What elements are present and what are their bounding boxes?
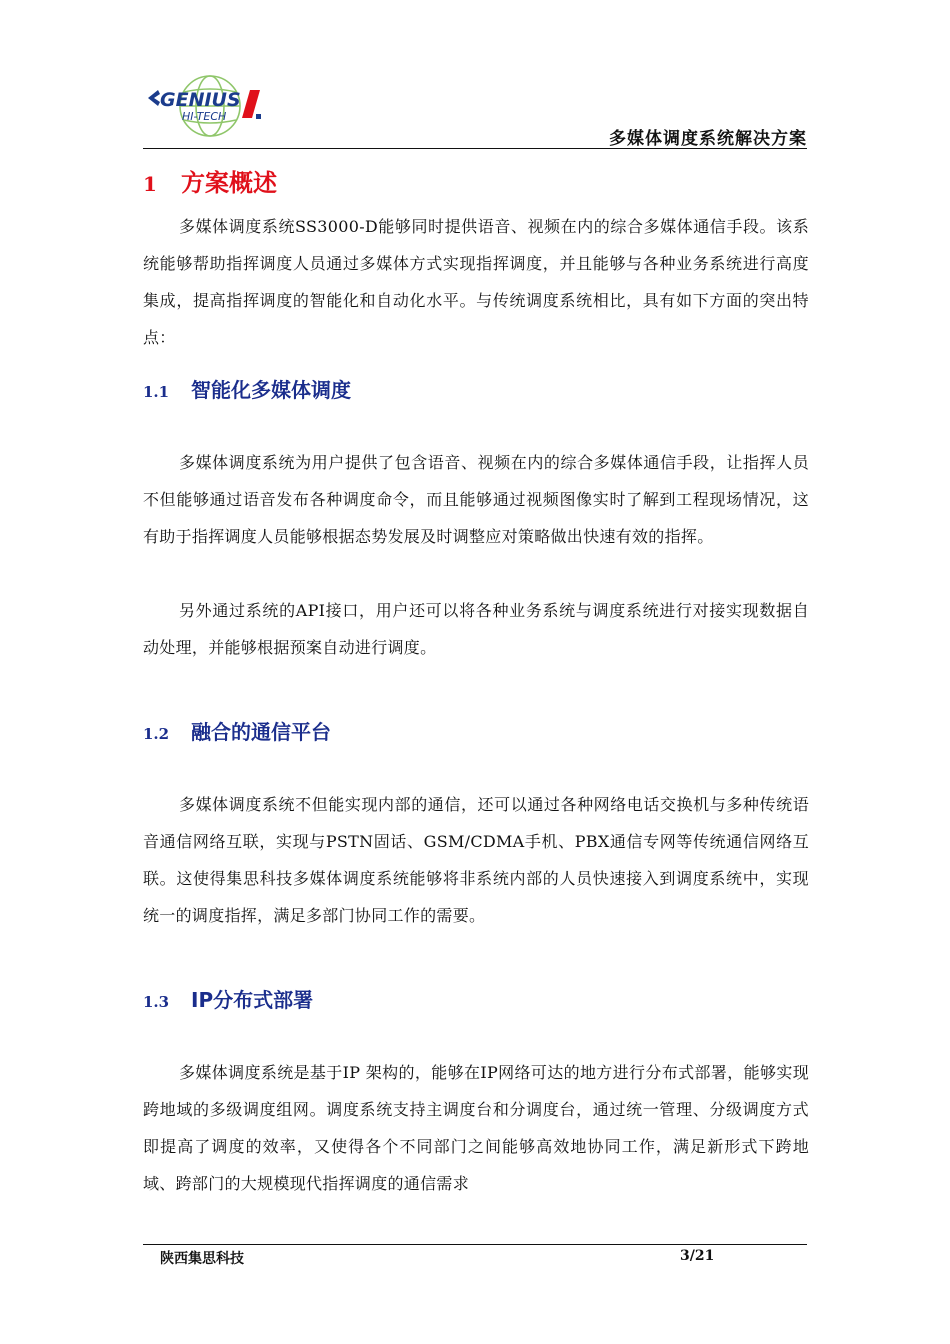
svg-text:GENIUS: GENIUS — [160, 89, 241, 111]
section-1-3-paragraph: 多媒体调度系统是基于IP 架构的，能够在IP网络可达的地方进行分布式部署，能够实现跨地域的多级调度组网。调度系统支持主调度台和分调度台，通过统一管理、分级调度方式即提高了调度的效率，又使得各个不同部门之间能够高效地协同工作，满足新形式下跨地域、跨部门的大规模现代指挥调度的通信需求 — [143, 1063, 809, 1193]
footer-divider — [143, 1244, 807, 1245]
section-heading-1-2 — [143, 716, 331, 745]
section-heading-1-3 — [143, 984, 313, 1013]
section-1-2-paragraph: 多媒体调度系统不但能实现内部的通信，还可以通过各种网络电话交换机与多种传统语音通信网络互联，实现与PSTN固话、GSM/CDMA手机、PBX通信专网等传统通信网络互联。这使得集思科技多媒体调度系统能够将非系统内部的人员快速接入到调度系统中，实现统一的调度指挥，满足多部门协同工作的需要。 — [143, 795, 809, 925]
section-number: 1.1 — [143, 383, 170, 401]
footer-company: 陕西集思科技 — [160, 1251, 244, 1267]
section-title: 方案概述 — [181, 169, 277, 197]
section-title: IP分布式部署 — [191, 988, 314, 1012]
section-1-1-paragraph-1: 多媒体调度系统为用户提供了包含语音、视频在内的综合多媒体通信手段，让指挥人员不但能够通过语音发布各种调度命令，而且能够通过视频图像实时了解到工程现场情况，这有助于指挥调度人员能够根据态势发展及时调整应对策略做出快速有效的指挥。 — [143, 453, 809, 546]
section-title: 智能化多媒体调度 — [191, 378, 351, 402]
section-heading-1-1 — [143, 374, 351, 403]
section-title: 融合的通信平台 — [191, 720, 331, 744]
svg-text:HI-TECH: HI-TECH — [182, 110, 227, 123]
section-1-paragraph: 多媒体调度系统SS3000-D能够同时提供语音、视频在内的综合多媒体通信手段。该系统能够帮助指挥调度人员通过多媒体方式实现指挥调度，并且能够与各种业务系统进行高度集成，提高指挥调度的智能化和自动化水平。与传统调度系统相比，具有如下方面的突出特点： — [143, 217, 809, 347]
section-number: 1.3 — [143, 993, 170, 1011]
section-1-1-paragraph-2: 另外通过系统的API接口，用户还可以将各种业务系统与调度系统进行对接实现数据自动处理，并能够根据预案自动进行调度。 — [143, 601, 809, 657]
header-divider — [143, 148, 807, 149]
section-heading-1 — [143, 163, 277, 198]
company-logo — [148, 68, 278, 148]
page-number: 3/21 — [680, 1248, 715, 1264]
section-number: 1.2 — [143, 725, 170, 743]
document-header-title: 多媒体调度系统解决方案 — [609, 129, 807, 149]
section-number: 1 — [143, 172, 157, 196]
